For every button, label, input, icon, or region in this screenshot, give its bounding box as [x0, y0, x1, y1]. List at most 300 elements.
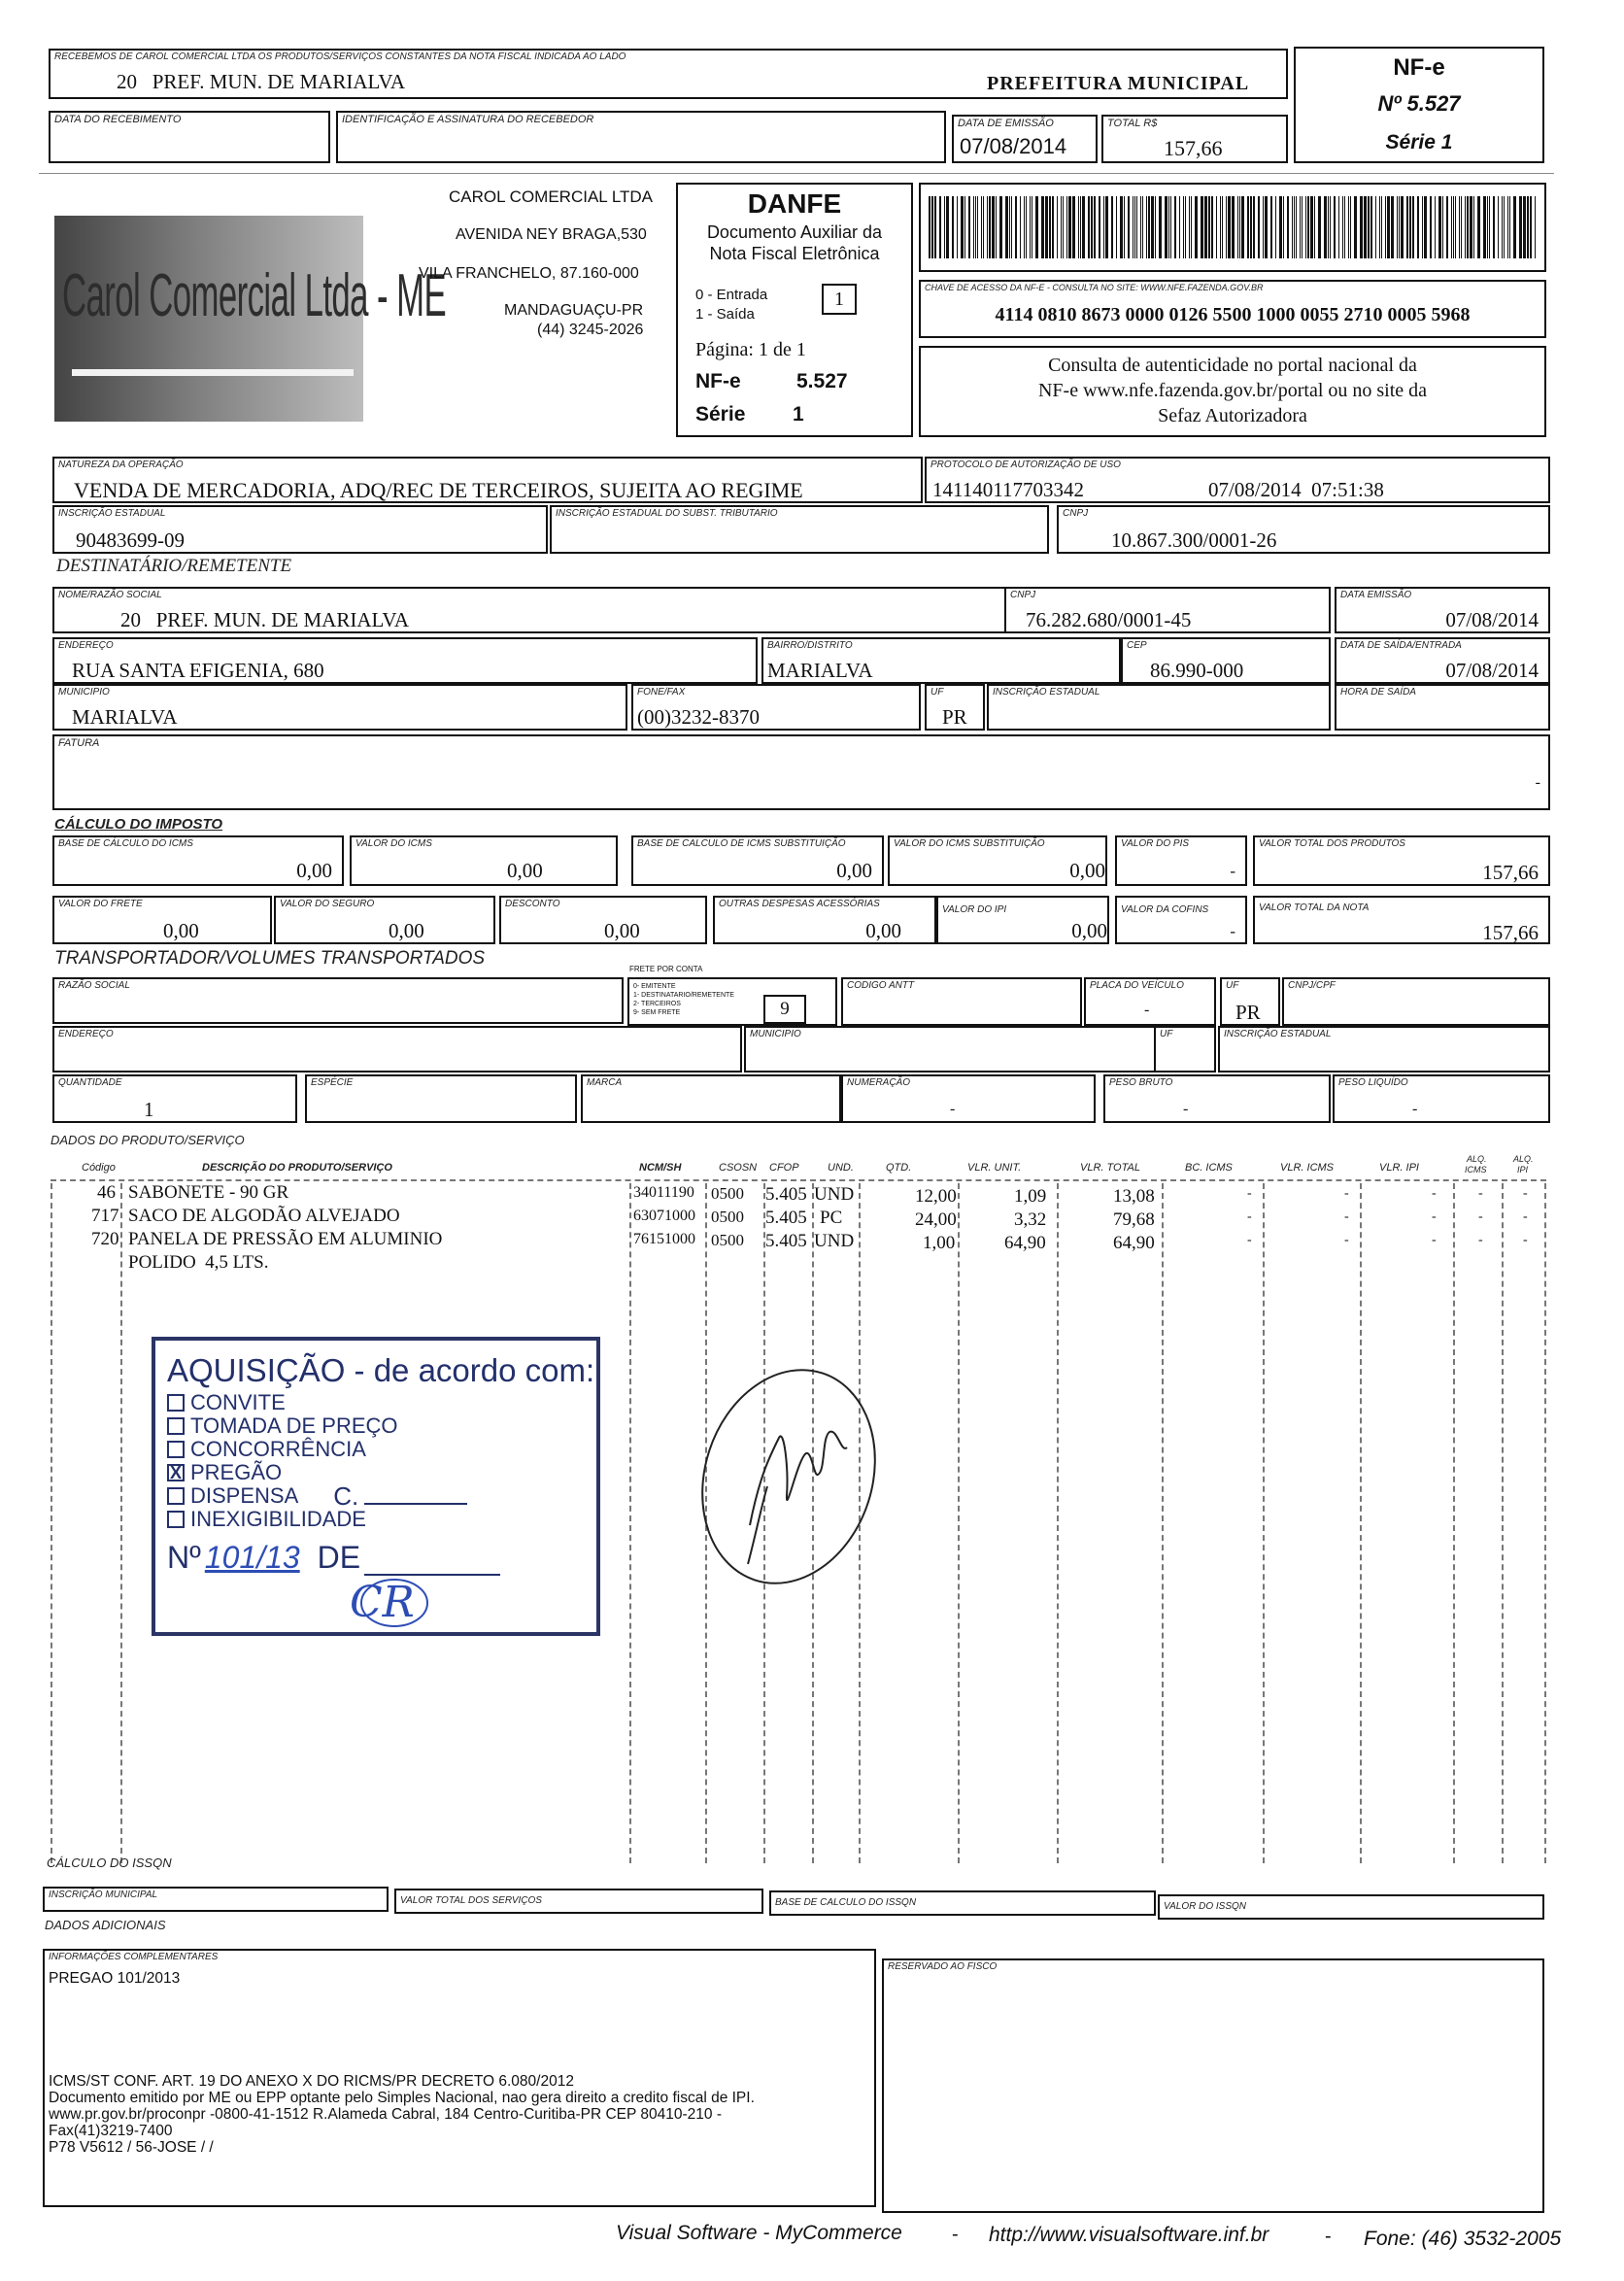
barcode-bar [1082, 196, 1085, 258]
row3-bc-icms: - [1247, 1233, 1252, 1247]
issqn-section: CÁLCULO DO ISSQN [47, 1855, 172, 1870]
barcode-bar [1477, 196, 1480, 258]
carrier-address-label: ENDEREÇO [58, 1029, 114, 1039]
stamp-c-label: C. [333, 1481, 359, 1511]
barcode-bar [1035, 196, 1038, 258]
info-line: Documento emitido por ME ou EPP optante pelo Simples Nacional, nao gera direito a credito fiscal de IPI. [49, 2090, 755, 2106]
barcode-bar [1438, 196, 1441, 258]
acquisition-stamp [152, 1337, 600, 1636]
issue-date-box [952, 115, 1098, 163]
barcode-bar [1387, 196, 1390, 258]
barcode-bar [1300, 196, 1301, 258]
row2-qty: 24,00 [915, 1209, 957, 1230]
row2-bc-icms: - [1247, 1209, 1252, 1224]
invoice-total: 157,66 [1482, 921, 1539, 944]
barcode-bar [1265, 196, 1268, 258]
cut-line [39, 173, 1554, 174]
barcode-bar [1134, 196, 1135, 258]
stamp-opt-label: PREGÃO [190, 1460, 283, 1484]
freight-label: VALOR DO FRETE [58, 899, 143, 909]
info-line: Fax(41)3219-7400 [49, 2123, 173, 2139]
col-divider [1453, 1183, 1455, 1863]
barcode-bar [1318, 196, 1321, 258]
footer-phone: Fone: (46) 3532-2005 [1364, 2228, 1562, 2250]
recipient-phone-box [631, 684, 921, 731]
header-code: Código [82, 1162, 116, 1174]
col-divider [51, 1183, 52, 1863]
barcode-bar [952, 196, 954, 258]
barcode-bar [1435, 196, 1436, 258]
info-line: www.pr.gov.br/proconpr -0800-41-1512 R.Alameda Cabral, 184 Centro-Curitiba-PR CEP 80410-210 - [49, 2106, 722, 2123]
barcode-bar [1287, 196, 1289, 258]
barcode-bar [1088, 196, 1090, 258]
danfe-entry: 0 - Entrada [695, 287, 768, 303]
issuer-district: VILA FRANCHELO, 87.160-000 [419, 265, 639, 282]
barcode-bar [1151, 196, 1154, 258]
freight-opt0: 0- EMITENTE [633, 983, 676, 990]
barcode-bar [1103, 196, 1104, 258]
recipient-phone: (00)3232-8370 [637, 705, 760, 729]
col-divider [1502, 1183, 1504, 1863]
header-total: VLR. TOTAL [1080, 1162, 1140, 1174]
stamp-c-line [364, 1487, 467, 1505]
barcode-bar [992, 196, 995, 258]
barcode-bar [1364, 196, 1367, 258]
barcode-bar [989, 196, 991, 258]
carrier-uf2-label: UF [1160, 1029, 1173, 1039]
row2-alq-ipi: - [1523, 1209, 1528, 1224]
carrier-uf2-box [1154, 1026, 1216, 1072]
barcode-bar [1080, 196, 1081, 258]
col-divider [1162, 1183, 1164, 1863]
reserved-fisco-label: RESERVADO AO FISCO [888, 1961, 998, 1972]
row1-unit: UND [814, 1184, 855, 1205]
barcode-bar [1049, 196, 1051, 258]
issuer-cnpj: 10.867.300/0001-26 [1111, 528, 1277, 552]
consult-box [919, 346, 1546, 437]
signature-field[interactable] [336, 111, 946, 163]
recipient-address-label: ENDEREÇO [58, 640, 114, 651]
row1-alq-ipi: - [1523, 1186, 1528, 1201]
barcode-bar [1406, 196, 1408, 258]
row2-cfop: 5.405 [765, 1208, 807, 1228]
barcode-bar [1220, 196, 1221, 258]
discount: 0,00 [604, 919, 640, 942]
barcode-bar [1052, 196, 1054, 258]
barcode-bar [1354, 196, 1357, 258]
exit-time-label: HORA DE SAÍDA [1340, 687, 1416, 698]
barcode-bar [1099, 196, 1100, 258]
barcode-bar [1279, 196, 1282, 258]
freight-value: 9 [780, 999, 790, 1019]
recipient-section: DESTINATÁRIO/REMETENTE [56, 556, 292, 576]
net-weight-box [1333, 1074, 1550, 1123]
issuer-city: MANDAGUAÇU-PR [504, 302, 644, 319]
row1-qty: 12,00 [915, 1186, 957, 1207]
stamp-checkbox [167, 1487, 185, 1505]
barcode-bar [1342, 196, 1343, 258]
barcode-bar [1030, 196, 1031, 258]
stamp-date-line [364, 1547, 500, 1576]
barcode-bar [1307, 196, 1309, 258]
exit-date-box [1335, 637, 1550, 684]
products-section: DADOS DO PRODUTO/SERVIÇO [51, 1133, 245, 1147]
barcode-bar [1360, 196, 1363, 258]
info-line: PREGAO 101/2013 [49, 1970, 181, 1987]
stamp-checkbox [167, 1441, 185, 1458]
icms-st-box [888, 835, 1107, 886]
barcode-bar [999, 196, 1002, 258]
gross-weight-box [1103, 1074, 1331, 1123]
freight-box [52, 896, 272, 944]
barcode-bar [1204, 196, 1207, 258]
barcode-bar [1375, 196, 1376, 258]
carrier-uf-box [1220, 977, 1280, 1026]
barcode-bar [1258, 196, 1260, 258]
barcode-bar [1078, 196, 1079, 258]
barcode-bar [1208, 196, 1210, 258]
barcode-bar [1026, 196, 1027, 258]
numbering: - [950, 1101, 956, 1117]
recipient-cep: 86.990-000 [1150, 659, 1244, 682]
receipt-date-field[interactable] [49, 111, 330, 163]
row1-ncm: 34011190 [633, 1184, 694, 1201]
tax-section: CÁLCULO DO IMPOSTO [54, 816, 223, 833]
row3-desc: PANELA DE PRESSÃO EM ALUMINIO [128, 1229, 443, 1249]
barcode-bar [1057, 196, 1058, 258]
barcode-bar [1424, 196, 1427, 258]
barcode-bar [1446, 196, 1448, 258]
base-icms: 0,00 [296, 859, 332, 882]
barcode-bar [1072, 196, 1075, 258]
barcode-bar [1185, 196, 1186, 258]
barcode-bar [1222, 196, 1223, 258]
col-divider [958, 1183, 960, 1863]
plate: - [1144, 1002, 1150, 1018]
recipient-cnpj-label: CNPJ [1010, 590, 1036, 600]
nfe-number: Nº 5.527 [1377, 91, 1461, 116]
freight-opt1: 1- DESTINATARIO/REMETENTE [633, 992, 734, 999]
freight-by-box [627, 977, 837, 1026]
barcode-bar [1483, 196, 1486, 258]
protocol-box [925, 457, 1550, 503]
barcode-bar [1128, 196, 1130, 258]
stamp-opt-label: INEXIGIBILIDADE [190, 1507, 366, 1531]
row1-csosn: 0500 [711, 1184, 744, 1203]
barcode-bar [1451, 196, 1452, 258]
row3-cfop: 5.405 [765, 1231, 807, 1251]
header-alq-icms-1: ALQ. [1467, 1154, 1487, 1164]
header-alq-ipi-2: IPI [1517, 1165, 1529, 1175]
barcode-bar [957, 196, 958, 258]
services-box [394, 1889, 763, 1914]
carrier-uf: PR [1235, 1001, 1261, 1024]
access-key-box [919, 280, 1546, 338]
barcode-bar [1391, 196, 1394, 258]
ie-st-label: INSCRIÇÃO ESTADUAL DO SUBST. TRIBUTARIO [556, 508, 778, 519]
barcode-bar [1009, 196, 1010, 258]
barcode-bar [961, 196, 964, 258]
recipient-cnpj-box [1004, 587, 1331, 633]
row2-ncm: 63071000 [633, 1208, 695, 1224]
base-icms-box [52, 835, 344, 886]
numbering-label: NUMERAÇÃO [847, 1077, 911, 1088]
recipient-cnpj: 76.282.680/0001-45 [1026, 608, 1192, 631]
barcode-bar [1165, 196, 1167, 258]
danfe-box [676, 183, 913, 437]
barcode-bar [981, 196, 982, 258]
danfe-page: Página: 1 de 1 [695, 339, 806, 360]
barcode-bar [1453, 196, 1454, 258]
row3-qty: 1,00 [923, 1233, 956, 1253]
row3-desc2: POLIDO 4,5 LTS. [128, 1252, 269, 1273]
barcode-bar [1155, 196, 1156, 258]
row3-alq-icms: - [1478, 1233, 1483, 1247]
danfe-serie-label: Série [695, 403, 746, 426]
barcode-bar [1066, 196, 1067, 258]
carrier-ie-box [1218, 1026, 1550, 1072]
barcode-bar [1241, 196, 1244, 258]
ipi: 0,00 [1071, 919, 1107, 942]
recipient-city-label: MUNICIPIO [58, 687, 110, 698]
barcode-bar [1422, 196, 1423, 258]
row3-vlr-ipi: - [1432, 1233, 1437, 1247]
barcode-bar [1237, 196, 1238, 258]
barcode-bar [1136, 196, 1137, 258]
canhoto-declaration-box [49, 49, 1288, 99]
info-line [49, 1987, 755, 2003]
pis-label: VALOR DO PIS [1121, 838, 1190, 849]
brand-box [581, 1074, 841, 1123]
base-st: 0,00 [836, 859, 872, 882]
recipient-cep-label: CEP [1127, 640, 1147, 651]
row2-code: 717 [91, 1206, 119, 1226]
barcode-bar [1350, 196, 1351, 258]
barcode-bar [1489, 196, 1490, 258]
issqn-base-box [769, 1890, 1156, 1916]
products-total-label: VALOR TOTAL DOS PRODUTOS [1259, 838, 1405, 849]
barcode-bar [1498, 196, 1499, 258]
carrier-name-box [52, 977, 624, 1024]
row2-total: 79,68 [1113, 1209, 1155, 1230]
transport-section: TRANSPORTADOR/VOLUMES TRANSPORTADOS [54, 948, 486, 969]
icms: 0,00 [507, 859, 543, 882]
protocol-number: 141140117703342 [932, 478, 1084, 501]
stamp-opt-tomada [167, 1414, 585, 1438]
barcode-bar [1509, 196, 1510, 258]
ie-label: INSCRIÇÃO ESTADUAL [58, 508, 166, 519]
issuer-cnpj-box [1057, 505, 1550, 554]
footer-url[interactable]: http://www.visualsoftware.inf.br [989, 2224, 1269, 2246]
barcode-bar [1120, 196, 1123, 258]
canhoto-total-label: TOTAL R$ [1107, 118, 1158, 129]
row3-total: 64,90 [1113, 1233, 1155, 1253]
stamp-initials: CR [350, 1578, 415, 1627]
stamp-checkbox [167, 1511, 185, 1528]
barcode-bar [1310, 196, 1313, 258]
recipient-name-box [52, 587, 1008, 633]
barcode-bar [1283, 196, 1284, 258]
recipient-address-box [52, 637, 758, 684]
cofins-label: VALOR DA COFINS [1121, 904, 1209, 915]
row1-vlr-ipi: - [1432, 1186, 1437, 1201]
barcode-bar [1455, 196, 1456, 258]
barcode-bar [1324, 196, 1327, 258]
col-divider [1544, 1183, 1546, 1863]
barcode-bar [1519, 196, 1522, 258]
issqn-base-label: BASE DE CALCULO DO ISSQN [775, 1897, 917, 1908]
canhoto-declaration: RECEBEMOS DE CAROL COMERCIAL LTDA OS PRODUTOS/SERVIÇOS CONSTANTES DA NOTA FISCAL INDICADA AO LADO [54, 51, 626, 62]
barcode-bar [1061, 196, 1062, 258]
barcode-bar [931, 196, 933, 258]
row2-vlr-ipi: - [1432, 1209, 1437, 1224]
row1-bc-icms: - [1247, 1186, 1252, 1201]
header-ncm: NCM/SH [639, 1162, 682, 1174]
barcode-bar [1146, 196, 1147, 258]
other: 0,00 [865, 919, 901, 942]
carrier-name-label: RAZÃO SOCIAL [58, 980, 130, 991]
barcode-bar [1005, 196, 1008, 258]
products-total-box [1253, 835, 1550, 886]
nfe-header-box [1294, 47, 1544, 163]
barcode-bar [1045, 196, 1048, 258]
issqn-value-label: VALOR DO ISSQN [1164, 1901, 1247, 1912]
exit-date-label: DATA DE SAÍDA/ENTRADA [1340, 640, 1462, 651]
plate-label: PLACA DO VEÍCULO [1090, 980, 1184, 991]
header-bc-icms: BC. ICMS [1185, 1162, 1233, 1174]
base-st-label: BASE DE CALCULO DE ICMS SUBSTITUIÇÃO [637, 838, 846, 849]
col-divider [120, 1183, 122, 1863]
discount-box [499, 896, 707, 944]
danfe-serie-value: 1 [793, 403, 804, 426]
header-unit-price: VLR. UNIT. [967, 1162, 1022, 1174]
exit-time-box [1335, 684, 1550, 731]
row1-unit-price: 1,09 [1014, 1186, 1047, 1207]
danfe-nfe-value: 5.527 [796, 370, 848, 392]
info-line: P78 V5612 / 56-JOSE / / [49, 2139, 214, 2156]
carrier-city-box [744, 1026, 1156, 1072]
row3-vlr-icms: - [1344, 1233, 1349, 1247]
barcode-bar [1513, 196, 1516, 258]
header-vlr-icms: VLR. ICMS [1280, 1162, 1335, 1174]
barcode-bar [1094, 196, 1096, 258]
barcode-bar [1020, 196, 1021, 258]
net-weight: - [1412, 1101, 1418, 1117]
col-divider [1263, 1183, 1265, 1863]
logo-bar [72, 369, 354, 376]
carrier-uf-label: UF [1226, 980, 1239, 991]
discount-label: DESCONTO [505, 899, 560, 909]
barcode [929, 196, 1537, 258]
header-alq-icms-2: ICMS [1465, 1165, 1487, 1175]
header-desc: DESCRIÇÃO DO PRODUTO/SERVIÇO [202, 1162, 392, 1174]
products-total: 157,66 [1482, 861, 1539, 884]
pis-box [1115, 835, 1247, 886]
barcode-bar [1253, 196, 1255, 258]
cofins: - [1230, 922, 1235, 940]
barcode-bar [1412, 196, 1414, 258]
barcode-bar [1459, 196, 1460, 258]
header-csosn: CSOSN [719, 1162, 758, 1174]
ipi-label: VALOR DO IPI [942, 904, 1007, 915]
barcode-bar [1168, 196, 1169, 258]
barcode-bar [1348, 196, 1349, 258]
barcode-box [919, 183, 1546, 272]
header-vlr-ipi: VLR. IPI [1379, 1162, 1419, 1174]
recipient-name: 20 PREF. MUN. DE MARIALVA [120, 608, 410, 631]
barcode-bar [1116, 196, 1117, 258]
canhoto-recipient-org: PREFEITURA MUNICIPAL [987, 73, 1250, 94]
footer-software: Visual Software - MyCommerce [616, 2222, 902, 2244]
barcode-bar [939, 196, 941, 258]
cofins-box [1115, 896, 1247, 944]
barcode-bar [1502, 196, 1503, 258]
recipient-name-label: NOME/RAZÃO SOCIAL [58, 590, 162, 600]
freight-value-box [763, 995, 806, 1024]
barcode-bar [996, 196, 997, 258]
quantity: 1 [144, 1098, 154, 1121]
antt-box [841, 977, 1082, 1026]
freight: 0,00 [163, 919, 199, 942]
products-header-rule [51, 1179, 1546, 1181]
ipi-box [936, 896, 1109, 944]
barcode-bar [964, 196, 965, 258]
row3-unit: UND [814, 1231, 855, 1251]
row1-total: 13,08 [1113, 1186, 1155, 1207]
barcode-bar [1239, 196, 1240, 258]
stamp-opt-dispensa [167, 1481, 585, 1511]
barcode-bar [1294, 196, 1295, 258]
antt-label: CODIGO ANTT [847, 980, 915, 991]
row2-alq-icms: - [1478, 1209, 1483, 1224]
barcode-bar [1430, 196, 1432, 258]
nature-box [52, 457, 923, 503]
insurance: 0,00 [389, 919, 424, 942]
info-line: ICMS/ST CONF. ART. 19 DO ANEXO X DO RICMS/PR DECRETO 6.080/2012 [49, 2073, 574, 2090]
icms-label: VALOR DO ICMS [355, 838, 432, 849]
nature-label: NATUREZA DA OPERAÇÃO [58, 460, 184, 470]
icms-st-label: VALOR DO ICMS SUBSTITUIÇÃO [894, 838, 1045, 849]
barcode-bar [1530, 196, 1532, 258]
barcode-bar [929, 196, 930, 258]
col-divider [1057, 1183, 1059, 1863]
stamp-number-row [167, 1539, 585, 1576]
stamp-opt-pregao [167, 1461, 585, 1484]
issuer-cnpj-label: CNPJ [1063, 508, 1089, 519]
danfe-subtitle1: Documento Auxiliar da [706, 222, 883, 242]
base-st-box [631, 835, 884, 886]
barcode-bar [1473, 196, 1474, 258]
barcode-bar [1270, 196, 1272, 258]
danfe-type-box [822, 284, 857, 315]
stamp-de-label: DE [317, 1540, 361, 1575]
barcode-bar [1232, 196, 1235, 258]
nfe-title: NF-e [1393, 54, 1445, 81]
barcode-bar [1470, 196, 1472, 258]
consult-line3: Sefaz Autorizadora [1158, 405, 1307, 426]
stamp-checkbox-checked: X [167, 1464, 185, 1481]
emission-date: 07/08/2014 [1445, 608, 1539, 631]
barcode-bar [983, 196, 984, 258]
recipient-ie-label: INSCRIÇÃO ESTADUAL [993, 687, 1100, 698]
barcode-bar [1338, 196, 1339, 258]
col-divider [1360, 1183, 1362, 1863]
row1-cfop: 5.405 [765, 1184, 807, 1205]
row3-ncm: 76151000 [633, 1231, 695, 1247]
emission-label: DATA EMISSÃO [1340, 590, 1412, 600]
carrier-city-label: MUNICIPIO [750, 1029, 801, 1039]
other-label: OUTRAS DESPESAS ACESSÓRIAS [719, 899, 880, 909]
